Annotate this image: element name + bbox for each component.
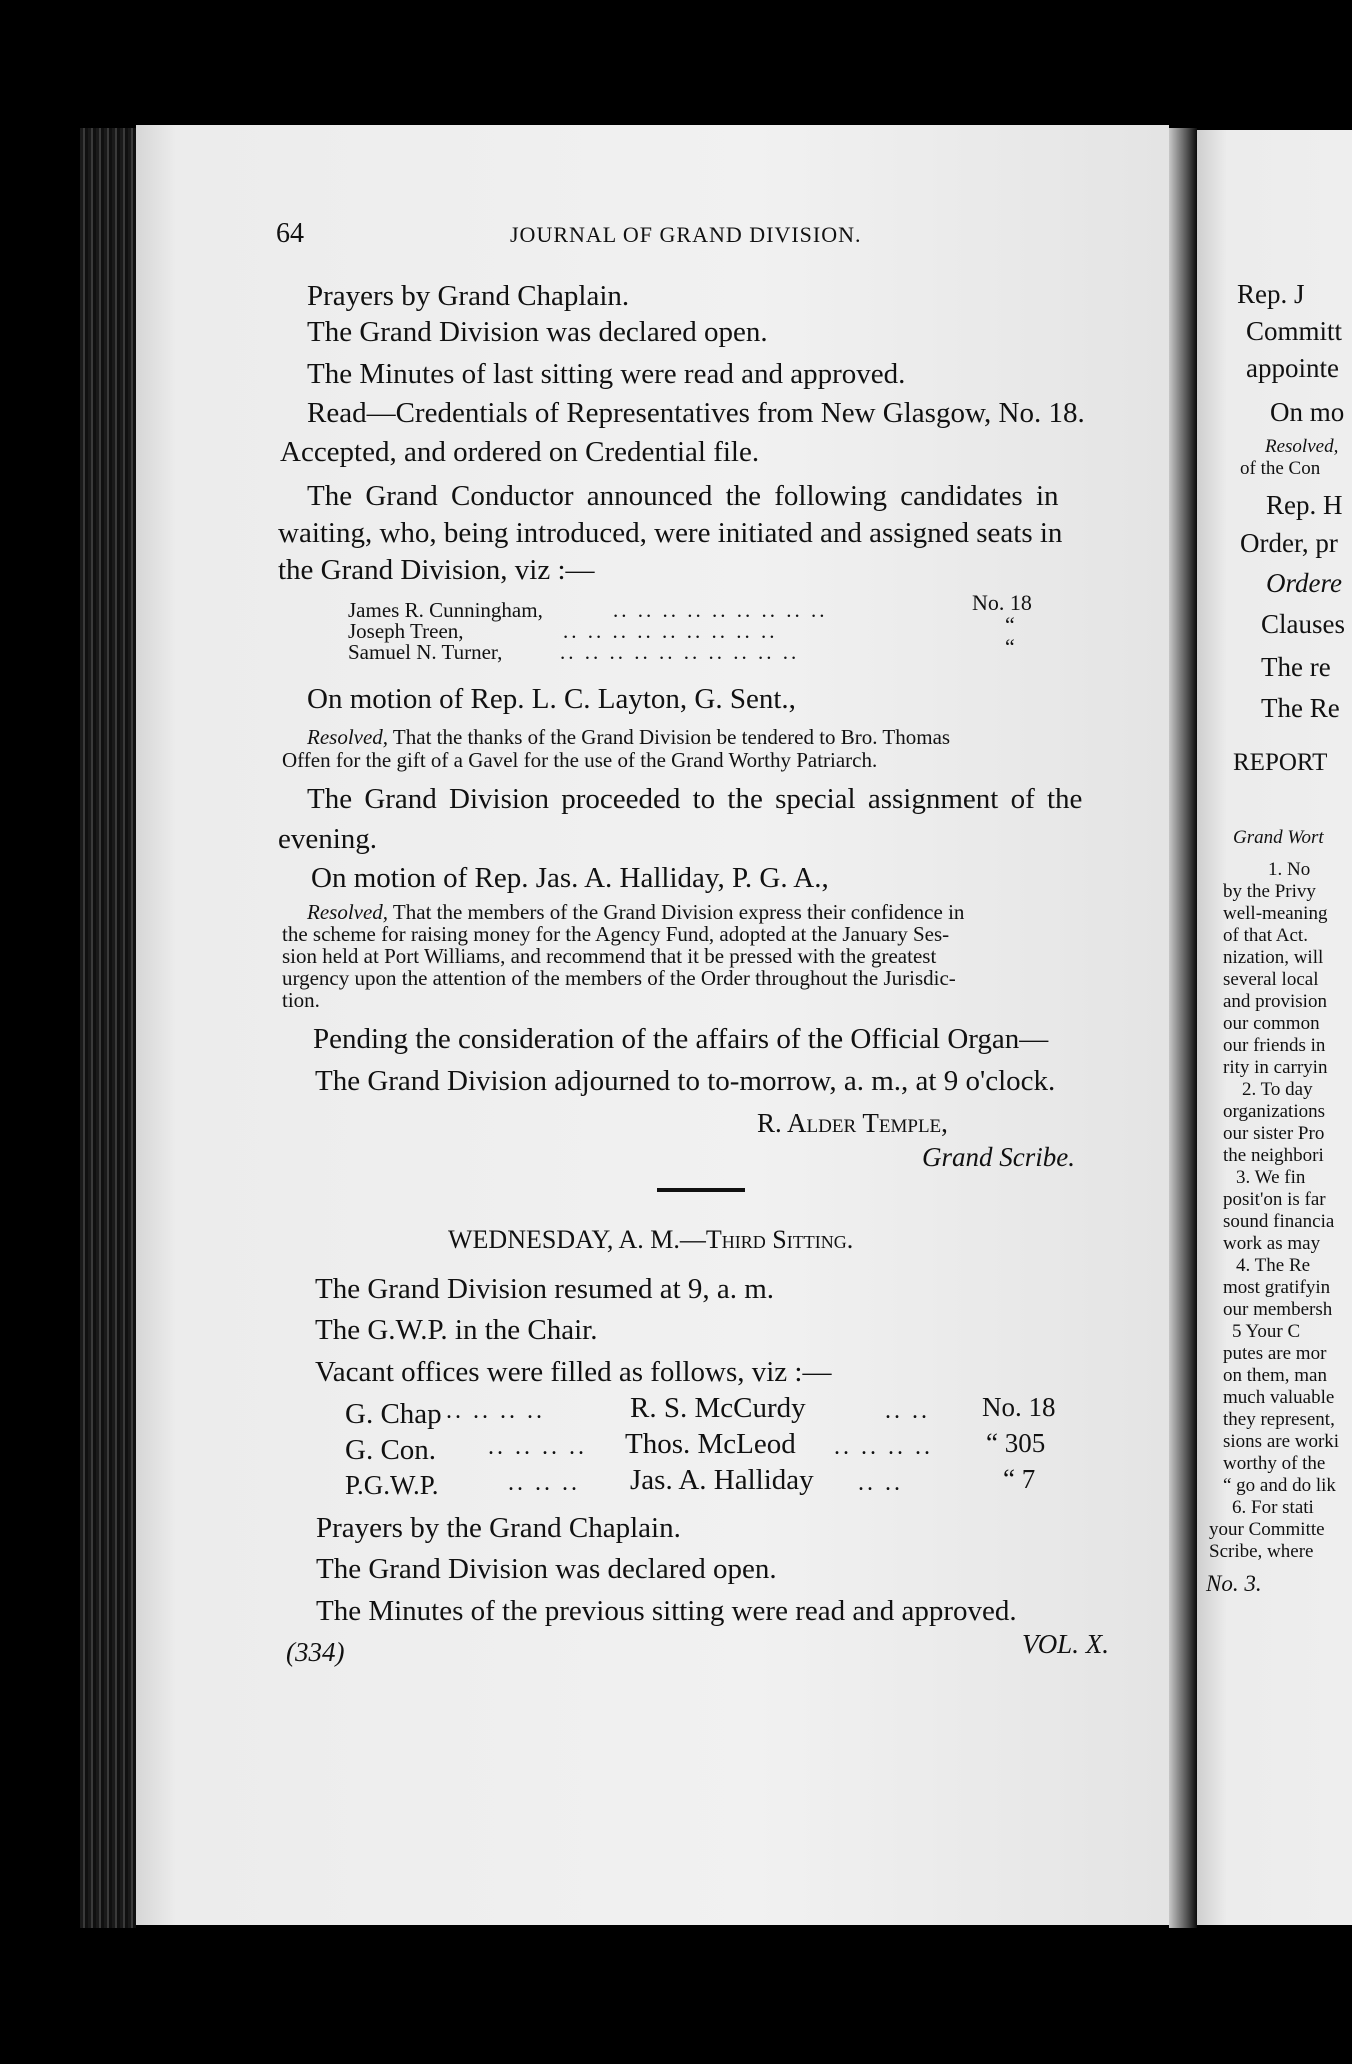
facing-line: Clauses [1261, 609, 1345, 639]
text-line: The Grand Division was declared open. [307, 316, 768, 348]
facing-line: Rep. J [1237, 279, 1305, 309]
signature-name: R. Alder Temple, [757, 1108, 948, 1138]
text-line: The Minutes of last sitting were read and approved. [307, 358, 906, 390]
facing-line: On mo [1270, 397, 1345, 427]
dot-leader: .. .. .. .. .. .. .. .. .. .. [560, 640, 800, 664]
dot-leader: .. .. .. .. [488, 1434, 587, 1460]
facing-line: 6. For stati [1232, 1497, 1314, 1518]
page-number: 64 [276, 218, 304, 249]
book-spine [80, 128, 136, 1928]
signature-title: Grand Scribe. [922, 1142, 1075, 1172]
facing-line: sions are worki [1223, 1431, 1340, 1452]
office-division: “ 7 [1003, 1464, 1036, 1494]
candidate-division: “ [1005, 612, 1015, 637]
text-line: On motion of Rep. Jas. A. Halliday, P. G. A., [311, 862, 829, 894]
facing-line: REPORT [1233, 749, 1328, 776]
facing-line: our friends in [1223, 1035, 1326, 1056]
candidate-name: James R. Cunningham, [348, 598, 543, 622]
dot-leader: .. .. [885, 1398, 930, 1424]
text-line: waiting, who, being introduced, were initiated and assigned seats in [278, 517, 1063, 549]
text-line: Prayers by the Grand Chaplain. [316, 1512, 681, 1544]
facing-line: Grand Wort [1233, 827, 1324, 848]
text-line: The Minutes of the previous sitting were read and approved. [316, 1595, 1017, 1627]
resolution-text [307, 725, 950, 750]
facing-line: The Re [1261, 693, 1340, 723]
facing-line: Order, pr [1240, 528, 1338, 558]
facing-line: sound financia [1223, 1211, 1335, 1232]
text-line: Pending the consideration of the affairs of the Official Organ— [313, 1023, 1049, 1055]
text-line: evening. [278, 823, 378, 855]
facing-line: 4. The Re [1236, 1255, 1311, 1276]
facing-line: worthy of the [1223, 1453, 1326, 1474]
resolution-line: tion. [282, 988, 320, 1012]
facing-line: the neighbori [1223, 1145, 1324, 1166]
office-holder: Jas. A. Halliday [630, 1464, 814, 1496]
facing-line: most gratifyin [1223, 1277, 1331, 1298]
heading-main: WEDNESDAY, A. M.— [448, 1225, 706, 1254]
facing-line: on them, man [1223, 1365, 1327, 1386]
facing-line: rity in carryin [1223, 1057, 1328, 1078]
facing-line: 2. To day [1242, 1079, 1313, 1100]
dot-leader: .. .. [858, 1470, 903, 1496]
signature-mark: (334) [286, 1637, 345, 1667]
facing-line: several local [1223, 969, 1319, 990]
office-division: No. 18 [982, 1392, 1056, 1422]
text-line: Accepted, and ordered on Credential file. [280, 436, 760, 468]
dot-leader: .. .. .. .. .. .. .. .. .. [613, 598, 828, 622]
heading-sub: Third Sitting. [705, 1225, 854, 1254]
facing-line: Ordere [1266, 568, 1342, 598]
page-gutter [1169, 128, 1197, 1928]
text-line: Vacant offices were filled as follows, viz :— [315, 1356, 832, 1388]
facing-line: your Committe [1209, 1519, 1325, 1540]
running-title: JOURNAL OF GRAND DIVISION. [510, 222, 862, 247]
section-heading [448, 1225, 853, 1255]
candidate-division: No. 18 [972, 590, 1032, 615]
facing-line: The re [1261, 652, 1331, 682]
resolved-label: Resolved, [307, 725, 389, 749]
office-division: “ 305 [986, 1428, 1046, 1458]
resolution-line: the scheme for raising money for the Agency Fund, adopted at the January Ses- [282, 922, 950, 946]
office-title: G. Con. [345, 1434, 437, 1466]
text-line: The Grand Division proceeded to the special assignment of the [307, 783, 1083, 815]
facing-line: “ go and do lik [1223, 1475, 1336, 1496]
resolution-line: urgency upon the attention of the members of the Order throughout the Jurisdic- [282, 966, 956, 990]
facing-line: posit'on is far [1223, 1189, 1326, 1210]
resolved-label: Resolved, [307, 900, 389, 924]
facing-line: of the Con [1240, 458, 1321, 479]
office-title: P.G.W.P. [345, 1470, 439, 1500]
facing-line: 1. No [1268, 859, 1311, 880]
section-divider [657, 1188, 745, 1192]
facing-line: and provision [1223, 991, 1327, 1012]
facing-line: Scribe, where [1209, 1541, 1314, 1562]
text-line: The Grand Division resumed at 9, a. m. [315, 1273, 775, 1305]
facing-line: putes are mor [1223, 1343, 1327, 1364]
facing-line: our sister Pro [1223, 1123, 1325, 1144]
facing-line: Resolved, [1265, 436, 1339, 457]
facing-line: Committ [1246, 316, 1343, 346]
volume-label: VOL. X. [1022, 1629, 1109, 1659]
facing-line: Rep. H [1266, 490, 1343, 520]
resolution-line: Offen for the gift of a Gavel for the use of the Grand Worthy Patriarch. [282, 748, 878, 772]
resolution-line: That the members of the Grand Division express their confidence in [392, 900, 965, 924]
text-line: The Grand Division adjourned to to-morrow, a. m., at 9 o'clock. [315, 1065, 1056, 1097]
facing-line: much valuable [1223, 1387, 1335, 1408]
facing-line: our common [1223, 1013, 1320, 1034]
facing-line: work as may [1223, 1233, 1321, 1254]
facing-line: 5 Your C [1232, 1321, 1301, 1342]
text-line: Prayers by Grand Chaplain. [307, 280, 630, 312]
dot-leader: .. .. .. .. [834, 1434, 933, 1460]
candidate-name: Samuel N. Turner, [348, 640, 503, 664]
facing-line: No. 3. [1206, 1571, 1262, 1596]
dot-leader: .. .. .. .. [446, 1398, 545, 1424]
office-title: G. Chap [345, 1398, 442, 1430]
facing-line: well-meaning [1223, 903, 1328, 924]
facing-line: of that Act. [1223, 925, 1308, 946]
facing-line: 3. We fin [1236, 1167, 1306, 1188]
text-line: the Grand Division, viz :— [278, 554, 595, 586]
facing-line: appointe [1246, 353, 1339, 383]
text-line: On motion of Rep. L. C. Layton, G. Sent., [307, 683, 796, 715]
text-line: The G.W.P. in the Chair. [315, 1314, 598, 1346]
text-line: The Grand Conductor announced the following candidates in [307, 480, 1059, 512]
dot-leader: .. .. .. [508, 1470, 580, 1496]
facing-line: they represent, [1223, 1409, 1335, 1430]
facing-line: organizations [1223, 1101, 1326, 1122]
resolution-line: That the thanks of the Grand Division be tendered to Bro. Thomas [392, 725, 951, 749]
resolution-line: sion held at Port Williams, and recommend that it be pressed with the greatest [282, 944, 937, 968]
text-line: Read—Credentials of Representatives from New Glasgow, No. 18. [307, 397, 1085, 429]
text-line: The Grand Division was declared open. [316, 1553, 777, 1585]
dot-leader: .. .. .. .. .. .. .. .. .. [563, 619, 778, 643]
facing-line: our membersh [1223, 1299, 1333, 1320]
facing-line: by the Privy [1223, 881, 1316, 902]
candidate-division: “ [1005, 634, 1015, 659]
facing-line: nization, will [1223, 947, 1324, 968]
candidate-name: Joseph Treen, [348, 619, 464, 643]
office-holder: Thos. McLeod [625, 1428, 796, 1460]
office-holder: R. S. McCurdy [630, 1392, 806, 1424]
